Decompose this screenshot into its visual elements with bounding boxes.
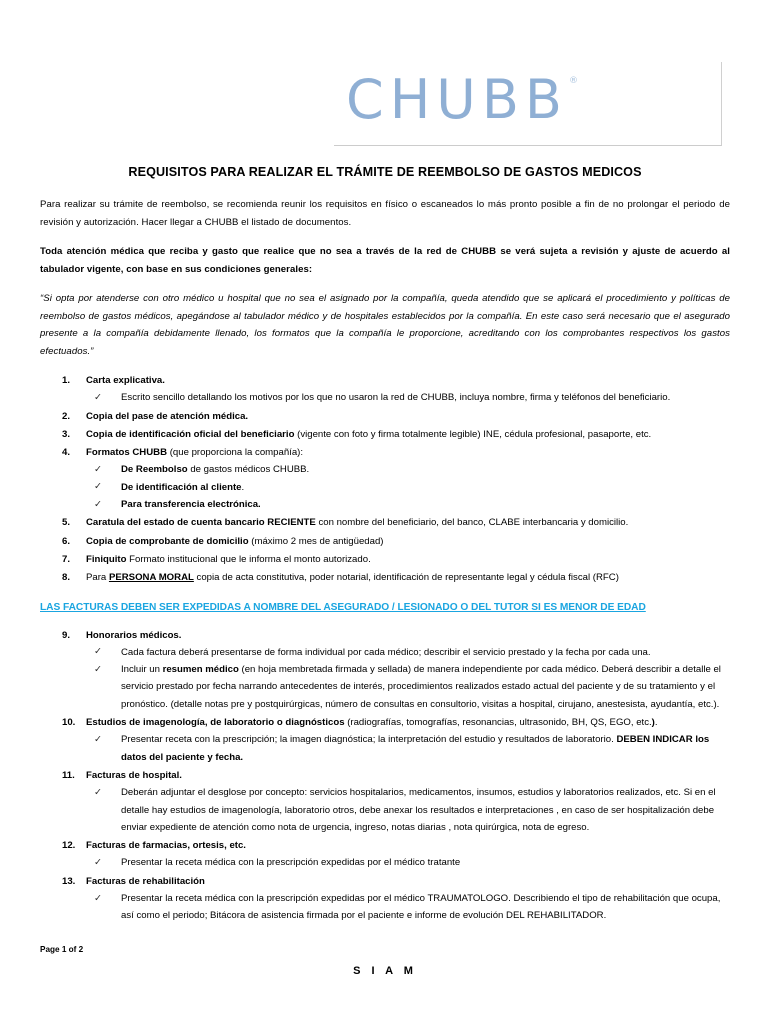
requirement-subitem xyxy=(86,461,730,478)
requirement-number: 10. xyxy=(62,717,76,729)
requirement-text: Facturas de hospital. xyxy=(86,769,182,781)
requirement-subitem-text: Deberán adjuntar el desglose por concepto: servicios hospitalarios, medicamentos, insumos, estudios y laboratorios realizados, etc. Si en el detalle hay estudios de imagenología, laboratorio otros, debe anexar los resultados e interpretaciones , en caso de ser hospitalización debe enviar expediente de atención como nota de urgencia, ingreso, notas diarias , nota quirúrgica, nota de egreso. xyxy=(121,787,716,833)
requirement-subitem-text: De identificación al cliente. xyxy=(121,481,245,493)
requirement-text: Copia de identificación oficial del beneficiario (vigente con foto y firma totalmente legible) INE, cédula profesional, pasaporte, etc. xyxy=(86,428,652,440)
requirement-number: 7. xyxy=(62,553,71,565)
intro-paragraph: Para realizar su trámite de reembolso, se recomienda reunir los requisitos en físico o escaneados lo más pronto posible a fin de no prolongar el periodo de revisión y autorización. Hacer llegar a CHUBB el listado de documentos. xyxy=(40,199,730,228)
checkmark-icon: ✓ xyxy=(94,663,102,675)
requirement-subitem xyxy=(86,731,730,766)
requirement-sublist xyxy=(86,784,730,836)
chubb-logo-text: CHUBB xyxy=(346,68,568,131)
requirement-number: 2. xyxy=(62,410,71,422)
requirement-subitem-text: Presentar receta con la prescripción; la imagen diagnóstica; la interpretación del estudio y resultados de laboratorio. DEBEN INDICAR los datos del paciente y fecha. xyxy=(121,734,710,763)
checkmark-icon: ✓ xyxy=(94,498,102,510)
page-title: REQUISITOS PARA REALIZAR EL TRÁMITE DE REEMBOLSO DE GASTOS MEDICOS xyxy=(128,165,642,179)
requirement-text: Finiquito Formato institucional que le informa el monto autorizado. xyxy=(86,553,371,565)
document-footer xyxy=(40,944,730,1004)
checkmark-icon: ✓ xyxy=(94,463,102,475)
checkmark-icon: ✓ xyxy=(94,786,102,798)
page-number: Page 1 of 2 xyxy=(40,945,84,954)
document-body xyxy=(40,164,730,926)
invoice-notice-heading: LAS FACTURAS DEBEN SER EXPEDIDAS A NOMBRE DEL ASEGURADO / LESIONADO O DEL TUTOR SI ES MENOR DE EDAD xyxy=(40,601,646,613)
requirement-item xyxy=(40,408,730,425)
requirement-subitem xyxy=(86,496,730,513)
requirement-item xyxy=(40,551,730,568)
requirement-sublist xyxy=(86,854,730,871)
requirement-subitem-text: Cada factura deberá presentarse de forma individual por cada médico; describir el servicio prestado y la fecha por cada una. xyxy=(121,646,651,658)
requirement-subitem xyxy=(86,784,730,836)
requirement-item xyxy=(40,714,730,766)
checkmark-icon: ✓ xyxy=(94,646,102,658)
requirement-text: Copia del pase de atención médica. xyxy=(86,410,249,422)
requirement-text: Facturas de rehabilitación xyxy=(86,875,205,887)
requirement-text: Copia de comprobante de domicilio (máximo 2 mes de antigüedad) xyxy=(86,535,384,547)
requirement-sublist xyxy=(86,890,730,925)
requirement-item xyxy=(40,444,730,513)
checkmark-icon: ✓ xyxy=(94,481,102,493)
requirement-subitem xyxy=(86,389,730,406)
requirement-number: 9. xyxy=(62,629,71,641)
requirement-item xyxy=(40,426,730,443)
requirement-sublist xyxy=(86,461,730,513)
requirement-number: 8. xyxy=(62,572,71,584)
requirement-text: Carta explicativa. xyxy=(86,375,165,386)
requirement-subitem-text: De Reembolso de gastos médicos CHUBB. xyxy=(121,464,310,476)
requirement-item xyxy=(40,514,730,531)
document-header xyxy=(0,0,768,150)
requirement-subitem xyxy=(86,479,730,496)
requirement-subitem-text: Presentar la receta médica con la prescripción expedidas por el médico TRAUMATOLOGO. Describiendo el tipo de rehabilitación que ocupa, así como el periodo; Bitácora de asistencia firmada por el paciente e informe de evolución DEL REHABILITADOR. xyxy=(121,893,721,922)
requirement-number: 5. xyxy=(62,517,71,529)
requirement-text: Facturas de farmacias, ortesis, etc. xyxy=(86,840,246,852)
requirement-item xyxy=(40,767,730,836)
requirements-list-secondary xyxy=(40,627,730,925)
requirement-item xyxy=(40,873,730,925)
requirement-item xyxy=(40,837,730,872)
requirement-item xyxy=(40,533,730,550)
chubb-logo xyxy=(346,70,578,132)
requirement-subitem xyxy=(86,854,730,871)
registered-trademark-icon: ® xyxy=(568,76,578,86)
siam-mark: S I A M xyxy=(353,965,417,977)
requirement-number: 13. xyxy=(62,875,76,887)
checkmark-icon: ✓ xyxy=(94,892,102,904)
requirement-subitem-text: Presentar la receta médica con la prescripción expedidas por el médico tratante xyxy=(121,857,461,869)
requirement-sublist xyxy=(86,389,730,406)
requirement-text: Formatos CHUBB (que proporciona la compañía): xyxy=(86,447,304,459)
requirement-item xyxy=(40,372,730,407)
requirement-text: Honorarios médicos. xyxy=(86,629,182,641)
checkmark-icon: ✓ xyxy=(94,733,102,745)
checkmark-icon: ✓ xyxy=(94,391,102,403)
requirement-number: 4. xyxy=(62,447,71,459)
requirements-list-primary xyxy=(40,372,730,587)
requirement-sublist xyxy=(86,644,730,713)
requirement-number: 12. xyxy=(62,840,76,852)
notice-paragraph: Toda atención médica que reciba y gasto que realice que no sea a través de la red de CHUBB se verá sujeta a revisión y ajuste de acuerdo al tabulador vigente, con base en sus condiciones generales: xyxy=(40,246,730,275)
requirement-subitem-text: Para transferencia electrónica. xyxy=(121,499,261,511)
requirement-item xyxy=(40,627,730,713)
requirement-subitem xyxy=(86,890,730,925)
requirement-text: Para PERSONA MORAL copia de acta constitutiva, poder notarial, identificación de representante legal y cédula fiscal (RFC) xyxy=(86,572,619,584)
requirement-number: 6. xyxy=(62,535,71,547)
requirement-text: Estudios de imagenología, de laboratorio o diagnósticos (radiografías, tomografías, resonancias, ultrasonido, BH, QS, EGO, etc.). xyxy=(86,717,658,729)
requirement-item xyxy=(40,569,730,586)
requirement-number: 1. xyxy=(62,375,71,386)
chubb-logo-box xyxy=(334,62,722,146)
requirement-text: Caratula del estado de cuenta bancario RECIENTE con nombre del beneficiario, del banco, CLABE interbancaria y domicilio. xyxy=(86,517,629,529)
requirement-number: 11. xyxy=(62,769,75,781)
checkmark-icon: ✓ xyxy=(94,856,102,868)
requirement-subitem-text: Escrito sencillo detallando los motivos por los que no usaron la red de CHUBB, incluya nombre, firma y teléfonos del beneficiario. xyxy=(121,392,671,404)
requirement-subitem-text: Incluir un resumen médico (en hoja membretada firmada y sellada) de manera independiente por cada médico. Deberá describir a detalle el servicio prestado por fecha narrando antecedentes de interés, procedimientos realizados estado actual del paciente y de su tratamiento y el pronóstico. (detalle notas pre y postquirúrgicas, número de consultas en consultorio, visitas a hospital, cirujano, anestesista, ayudantía, etc.). xyxy=(121,664,721,710)
requirement-sublist xyxy=(86,731,730,766)
policy-quote-paragraph: “Si opta por atenderse con otro médico u hospital que no sea el asignado por la compañía, queda atendido que se aplicará el procedimiento y políticas de reembolso de gastos médicos, apegándose al tabulador médico y de hospitales establecidos por la compañía. En este caso será necesario que el asegurado presente a la compañía debidamente llenado, los formatos que la compañía le proporcione, acreditando con los comprobantes respectivos los gastos efectuados.” xyxy=(40,293,730,357)
requirement-subitem xyxy=(86,644,730,661)
requirement-number: 3. xyxy=(62,428,71,440)
requirement-subitem xyxy=(86,661,730,713)
